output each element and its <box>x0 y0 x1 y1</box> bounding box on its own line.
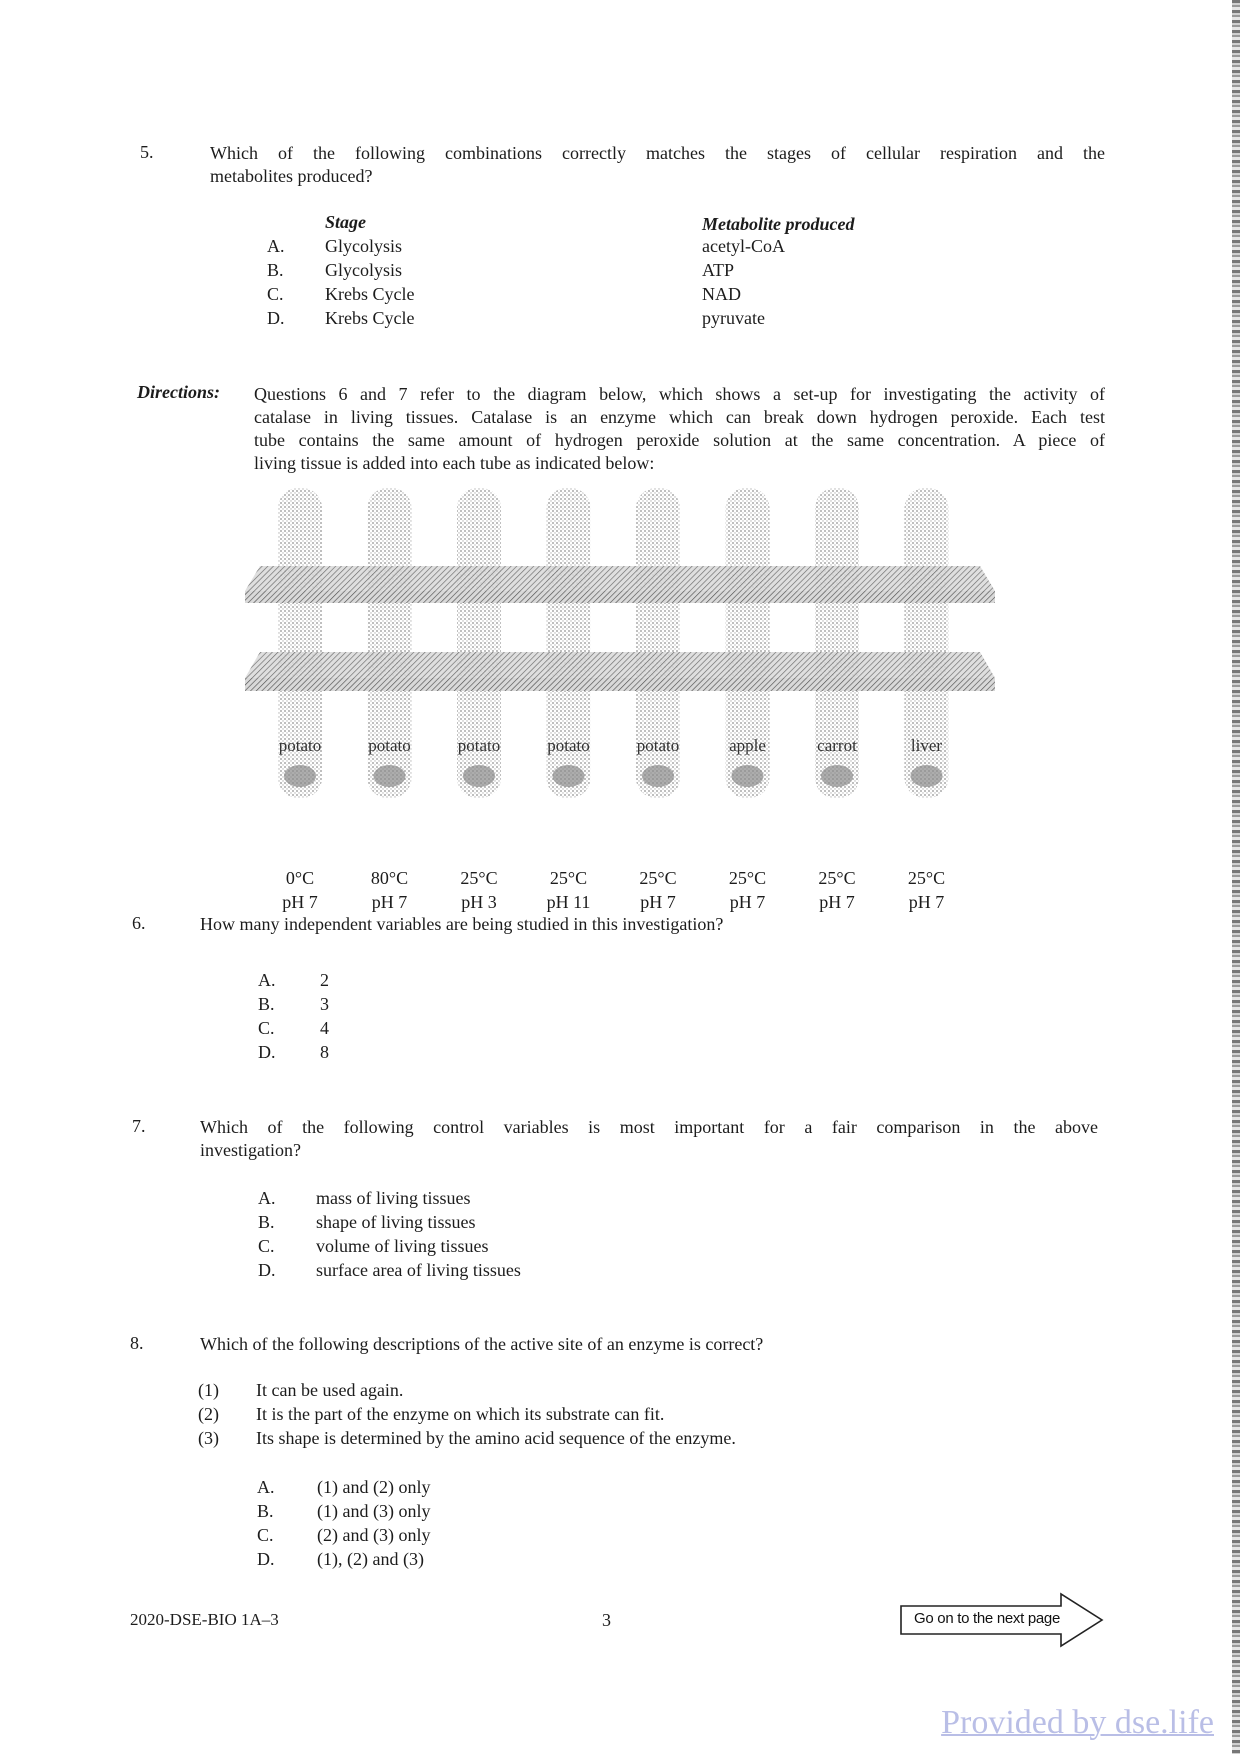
q6-option-a[interactable] <box>258 968 329 992</box>
q6-options <box>258 968 329 1064</box>
option-letter: C. <box>258 1018 275 1038</box>
q5-text-line1: Which of the following combinations correctly matches the stages of cellular respiration and the <box>210 143 1105 163</box>
tissue-label: potato <box>636 736 680 755</box>
q7-text <box>200 1116 1098 1162</box>
q5-header-stage: Stage <box>325 212 367 232</box>
statement-number: (1) <box>198 1380 219 1400</box>
option-stage: Glycolysis <box>325 236 403 256</box>
directions-label: Directions: <box>137 382 220 402</box>
tissue-sample <box>553 765 585 787</box>
tube-temperature: 25°C <box>639 868 677 888</box>
directions-line1: Questions 6 and 7 refer to the diagram below, which shows a set-up for investigating the activity of <box>254 384 1105 404</box>
option-letter: A. <box>258 1188 276 1208</box>
rack-lower <box>245 652 995 691</box>
tube-ph: pH 11 <box>546 892 591 912</box>
q7-option-d[interactable] <box>258 1258 521 1282</box>
statement-text: It can be used again. <box>256 1380 404 1400</box>
q5-option-d[interactable] <box>267 308 827 332</box>
option-letter: C. <box>257 1525 274 1545</box>
option-stage: Glycolysis <box>325 260 403 280</box>
tube-condition <box>529 866 609 914</box>
option-text: mass of living tissues <box>316 1188 471 1208</box>
q7-text-line2: investigation? <box>200 1140 301 1160</box>
tube-temperature: 25°C <box>818 868 856 888</box>
q5-option-b[interactable] <box>267 260 827 284</box>
tube-temperature: 25°C <box>728 868 767 888</box>
tube-ph: pH 7 <box>371 892 408 912</box>
option-text: volume of living tissues <box>316 1236 489 1256</box>
tissue-sample <box>732 765 764 787</box>
tube-temperature: 25°C <box>460 868 498 888</box>
tissue-label: potato <box>547 736 590 755</box>
option-text: 2 <box>320 970 329 990</box>
catalase-diagram <box>240 486 1000 816</box>
statement-text: It is the part of the enzyme on which its substrate can fit. <box>256 1404 665 1424</box>
q7-option-b[interactable] <box>258 1210 521 1234</box>
directions-text <box>254 383 1105 475</box>
tube-condition <box>618 866 698 914</box>
option-letter: C. <box>267 284 284 304</box>
q6-number: 6. <box>132 913 146 933</box>
q5-option-c[interactable] <box>267 284 827 308</box>
q5-option-a[interactable] <box>267 236 827 260</box>
option-letter: D. <box>258 1260 276 1280</box>
directions-line4: living tissue is added into each tube as indicated below: <box>254 453 655 473</box>
q7-options <box>258 1186 521 1282</box>
tube-temperature: 25°C <box>549 868 588 888</box>
tube-temperature: 25°C <box>907 868 946 888</box>
option-text: (1) and (2) only <box>317 1477 431 1497</box>
option-metabolite: NAD <box>702 284 741 304</box>
tube-temperature: 0°C <box>285 868 315 888</box>
option-text: 8 <box>320 1042 329 1062</box>
tube-ph: pH 7 <box>819 892 855 912</box>
tissue-sample <box>642 765 674 787</box>
option-letter: A. <box>257 1477 275 1497</box>
q7-text-line1: Which of the following control variables is most important for a fair comparison in the above <box>200 1117 1098 1137</box>
q8-statements <box>198 1378 736 1450</box>
tissue-sample <box>374 765 406 787</box>
q8-option-a[interactable] <box>257 1475 430 1499</box>
tissue-sample <box>911 765 943 787</box>
tube-condition <box>708 866 788 914</box>
option-letter: B. <box>257 1501 274 1521</box>
q6-text: How many independent variables are being studied in this investigation? <box>200 914 724 934</box>
rack-upper <box>245 566 995 603</box>
option-letter: D. <box>267 308 285 328</box>
tube-temperature: 80°C <box>370 868 409 888</box>
tube-condition <box>439 866 519 914</box>
q7-number: 7. <box>132 1116 146 1136</box>
q8-number: 8. <box>130 1333 144 1353</box>
option-text: 4 <box>320 1018 329 1038</box>
q8-text: Which of the following descriptions of the active site of an enzyme is correct? <box>200 1334 764 1354</box>
statement-number: (3) <box>198 1428 219 1448</box>
q5-text-line2: metabolites produced? <box>210 166 373 186</box>
option-letter: D. <box>257 1549 275 1569</box>
tube-condition <box>260 866 340 914</box>
tube-ph: pH 3 <box>461 892 497 912</box>
q5-number: 5. <box>140 142 154 162</box>
option-letter: A. <box>267 236 285 256</box>
tissue-label: potato <box>457 736 501 755</box>
q8-statement-3 <box>198 1426 736 1450</box>
option-letter: D. <box>258 1042 276 1062</box>
q6-option-c[interactable] <box>258 1016 329 1040</box>
option-text: shape of living tissues <box>316 1212 476 1232</box>
tube-condition <box>797 866 877 914</box>
option-metabolite: acetyl-CoA <box>702 236 785 256</box>
tube-condition <box>350 866 430 914</box>
tissue-label: potato <box>368 736 411 755</box>
tissue-sample <box>284 765 316 787</box>
option-stage: Krebs Cycle <box>325 308 415 328</box>
option-text: 3 <box>320 994 329 1014</box>
option-letter: B. <box>258 994 275 1014</box>
q7-option-a[interactable] <box>258 1186 521 1210</box>
option-letter: A. <box>258 970 276 990</box>
option-letter: B. <box>267 260 284 280</box>
q8-statement-2 <box>198 1402 736 1426</box>
tissue-label: liver <box>910 736 943 755</box>
provided-by-link[interactable]: Provided by dse.life <box>941 1704 1214 1741</box>
statement-number: (2) <box>198 1404 219 1424</box>
option-letter: C. <box>258 1236 275 1256</box>
directions-line2: catalase in living tissues. Catalase is an enzyme which can break down hydrogen peroxide. Each test <box>254 407 1105 427</box>
q8-statement-1 <box>198 1378 736 1402</box>
option-metabolite: ATP <box>702 260 735 280</box>
scan-edge <box>1232 0 1240 1754</box>
page-number: 3 <box>602 1610 611 1630</box>
option-letter: B. <box>258 1212 275 1232</box>
option-text: (1), (2) and (3) <box>317 1549 424 1569</box>
q8-option-b[interactable] <box>257 1499 430 1523</box>
tissue-label: apple <box>729 736 766 755</box>
statement-text: Its shape is determined by the amino acid sequence of the enzyme. <box>256 1428 736 1448</box>
tissue-label: carrot <box>817 736 857 755</box>
q5-options <box>267 236 827 332</box>
option-metabolite: pyruvate <box>702 308 765 328</box>
q6-option-d[interactable] <box>258 1040 329 1064</box>
next-page-label: Go on to the next page <box>914 1610 1061 1627</box>
tissue-sample <box>821 765 853 787</box>
option-text: (1) and (3) only <box>317 1501 431 1521</box>
test-tube-rack-illustration <box>240 486 1000 816</box>
q6-option-b[interactable] <box>258 992 329 1016</box>
q5-header-metabolite: Metabolite produced <box>702 214 855 234</box>
tube-ph: pH 7 <box>640 892 676 912</box>
q8-options <box>257 1475 430 1571</box>
tube-ph: pH 7 <box>729 892 766 912</box>
q8-option-d[interactable] <box>257 1547 430 1571</box>
option-text: surface area of living tissues <box>316 1260 521 1280</box>
q7-option-c[interactable] <box>258 1234 521 1258</box>
directions-line3: tube contains the same amount of hydrogen peroxide solution at the same concentration. A piece of <box>254 430 1105 450</box>
option-text: (2) and (3) only <box>317 1525 431 1545</box>
tissue-labels <box>279 736 943 755</box>
q8-option-c[interactable] <box>257 1523 430 1547</box>
tube-condition <box>887 866 967 914</box>
tissue-sample <box>463 765 495 787</box>
q5-text <box>210 142 1105 188</box>
paper-code: 2020-DSE-BIO 1A–3 <box>130 1610 279 1629</box>
option-stage: Krebs Cycle <box>325 284 415 304</box>
tube-ph: pH 7 <box>282 892 318 912</box>
tube-ph: pH 7 <box>908 892 945 912</box>
tissue-label: potato <box>278 736 322 755</box>
